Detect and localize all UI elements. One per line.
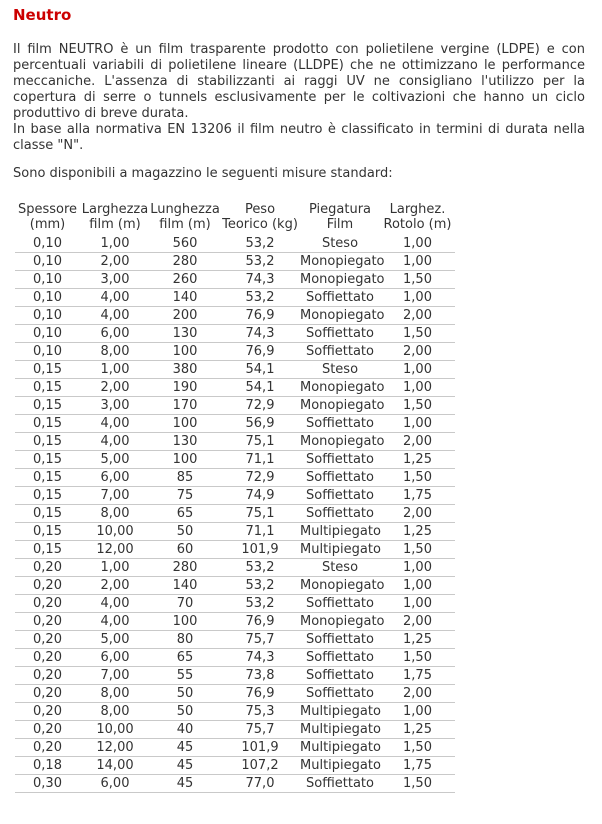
table-cell: 4,00 bbox=[80, 433, 150, 451]
table-row bbox=[15, 505, 455, 523]
table-cell: 76,9 bbox=[220, 343, 300, 361]
header-line: Spessore bbox=[17, 202, 78, 217]
table-cell: Steso bbox=[300, 361, 380, 379]
table-cell: 55 bbox=[150, 667, 220, 685]
table-cell: 2,00 bbox=[380, 613, 455, 631]
table-cell: 130 bbox=[150, 325, 220, 343]
table-cell: 1,00 bbox=[380, 577, 455, 595]
table-cell: 4,00 bbox=[80, 289, 150, 307]
table-cell: 60 bbox=[150, 541, 220, 559]
table-row bbox=[15, 469, 455, 487]
table-cell: 6,00 bbox=[80, 325, 150, 343]
table-cell: 72,9 bbox=[220, 397, 300, 415]
table-cell: 12,00 bbox=[80, 739, 150, 757]
table-cell: 8,00 bbox=[80, 505, 150, 523]
table-cell: Soffiettato bbox=[300, 667, 380, 685]
table-cell: 76,9 bbox=[220, 613, 300, 631]
table-cell: Monopiegato bbox=[300, 578, 385, 593]
table-cell: 0,15 bbox=[15, 541, 80, 559]
table-cell: 53,2 bbox=[220, 235, 300, 253]
table-cell: 2,00 bbox=[380, 433, 455, 451]
table-cell: Steso bbox=[300, 559, 380, 577]
table-cell: 1,00 bbox=[380, 235, 455, 253]
table-cell: 2,00 bbox=[380, 307, 455, 325]
table-header-row bbox=[15, 202, 455, 235]
table-cell: 1,25 bbox=[380, 451, 455, 469]
intro-text-2: In base alla normativa EN 13206 il film neutro è classificato in termini di durata nella classe "N". bbox=[13, 122, 585, 153]
table-cell: 75 bbox=[150, 487, 220, 505]
table-row bbox=[15, 739, 455, 757]
table-cell: 4,00 bbox=[80, 595, 150, 613]
table-cell: 1,00 bbox=[80, 361, 150, 379]
table-cell: 74,3 bbox=[220, 271, 300, 289]
table-row bbox=[15, 703, 455, 721]
table-cell: 74,3 bbox=[220, 649, 300, 667]
table-cell: 1,75 bbox=[380, 487, 455, 505]
intro-paragraph bbox=[13, 42, 585, 154]
table-row bbox=[15, 451, 455, 469]
header-line: film (m) bbox=[89, 217, 141, 232]
table-cell: 72,9 bbox=[220, 469, 300, 487]
table-cell: 0,20 bbox=[15, 559, 80, 577]
table-row bbox=[15, 775, 455, 793]
table-cell: 45 bbox=[150, 757, 220, 775]
table-cell: 1,00 bbox=[380, 289, 455, 307]
table-cell: 0,20 bbox=[15, 703, 80, 721]
table-cell: 5,00 bbox=[80, 451, 150, 469]
table-cell: 7,00 bbox=[80, 667, 150, 685]
table-cell: 100 bbox=[150, 451, 220, 469]
table-cell: Monopiegato bbox=[300, 434, 385, 449]
table-cell: 1,50 bbox=[380, 541, 455, 559]
header-larghezza-film bbox=[80, 202, 150, 235]
table-cell: Soffiettato bbox=[300, 631, 380, 649]
table-cell: 6,00 bbox=[80, 775, 150, 793]
table-row bbox=[15, 415, 455, 433]
table-cell: 0,15 bbox=[15, 361, 80, 379]
table-cell: 4,00 bbox=[80, 415, 150, 433]
table-cell: 0,15 bbox=[15, 505, 80, 523]
table-cell: 0,20 bbox=[15, 667, 80, 685]
table-cell: 14,00 bbox=[80, 757, 150, 775]
table-cell: Soffiettato bbox=[300, 505, 380, 523]
table-cell: 140 bbox=[150, 289, 220, 307]
table-row bbox=[15, 325, 455, 343]
table-cell: 0,15 bbox=[15, 523, 80, 541]
table-cell: 280 bbox=[150, 253, 220, 271]
table-cell: Soffiettato bbox=[300, 415, 380, 433]
table-cell: 170 bbox=[150, 397, 220, 415]
table-cell: 190 bbox=[150, 379, 220, 397]
table-cell: 45 bbox=[150, 775, 220, 793]
table-cell: 12,00 bbox=[80, 541, 150, 559]
table-cell: Monopiegato bbox=[300, 380, 385, 395]
table-row bbox=[15, 289, 455, 307]
table-cell: Monopiegato bbox=[300, 254, 385, 269]
table-cell: 260 bbox=[150, 271, 220, 289]
table-cell: Multipiegato bbox=[300, 542, 381, 557]
table-cell: 0,18 bbox=[15, 757, 80, 775]
table-cell: 1,00 bbox=[380, 379, 455, 397]
table-cell: 53,2 bbox=[220, 289, 300, 307]
table-cell: 4,00 bbox=[80, 307, 150, 325]
table-cell: Soffiettato bbox=[300, 649, 380, 667]
table-row bbox=[15, 757, 455, 775]
availability-note: Sono disponibili a magazzino le seguenti misure standard: bbox=[13, 166, 393, 181]
header-line: Larghez. bbox=[389, 202, 446, 217]
table-cell: 8,00 bbox=[80, 685, 150, 703]
table-row bbox=[15, 721, 455, 739]
table-cell: Soffiettato bbox=[300, 469, 380, 487]
table-cell: Steso bbox=[300, 235, 380, 253]
table-cell: 1,25 bbox=[380, 721, 455, 739]
table-cell: 1,00 bbox=[380, 253, 455, 271]
table-cell: 6,00 bbox=[80, 469, 150, 487]
table-cell: 0,15 bbox=[15, 379, 80, 397]
table-cell: 5,00 bbox=[80, 631, 150, 649]
table-cell: 10,00 bbox=[80, 523, 150, 541]
table-row bbox=[15, 433, 455, 451]
header-line: film (m) bbox=[159, 217, 211, 232]
table-cell: 0,10 bbox=[15, 343, 80, 361]
table-row bbox=[15, 667, 455, 685]
table-cell: 65 bbox=[150, 649, 220, 667]
table-cell: 53,2 bbox=[220, 253, 300, 271]
table-cell: Soffiettato bbox=[300, 487, 380, 505]
table-cell: 71,1 bbox=[220, 523, 300, 541]
header-line: Film bbox=[326, 217, 354, 232]
table-cell: 0,30 bbox=[15, 775, 80, 793]
table-cell: 130 bbox=[150, 433, 220, 451]
table-cell: 100 bbox=[150, 613, 220, 631]
page-title: Neutro bbox=[13, 6, 72, 24]
header-line: Teorico (kg) bbox=[222, 217, 298, 232]
table-cell: 80 bbox=[150, 631, 220, 649]
header-line: Peso bbox=[244, 202, 276, 217]
table-cell: 0,20 bbox=[15, 721, 80, 739]
table-cell: 1,00 bbox=[380, 361, 455, 379]
table-cell: Soffiettato bbox=[300, 325, 380, 343]
header-larghezza-rotolo bbox=[380, 202, 455, 235]
table-cell: 380 bbox=[150, 361, 220, 379]
table-cell: 54,1 bbox=[220, 361, 300, 379]
table-cell: 50 bbox=[150, 523, 220, 541]
table-cell: 1,00 bbox=[380, 595, 455, 613]
table-row bbox=[15, 631, 455, 649]
table-row bbox=[15, 253, 455, 271]
table-cell: 53,2 bbox=[220, 577, 300, 595]
table-cell: 2,00 bbox=[80, 253, 150, 271]
table-cell: 1,50 bbox=[380, 469, 455, 487]
table-cell: 0,15 bbox=[15, 433, 80, 451]
table-cell: 3,00 bbox=[80, 271, 150, 289]
table-row bbox=[15, 649, 455, 667]
table-cell: 4,00 bbox=[80, 613, 150, 631]
table-cell: 1,50 bbox=[380, 775, 455, 793]
table-cell: 0,15 bbox=[15, 397, 80, 415]
table-cell: 8,00 bbox=[80, 343, 150, 361]
table-cell: Multipiegato bbox=[300, 758, 381, 773]
table-cell: 0,20 bbox=[15, 649, 80, 667]
table-cell: 0,20 bbox=[15, 739, 80, 757]
table-cell: 1,25 bbox=[380, 631, 455, 649]
table-cell: 0,10 bbox=[15, 325, 80, 343]
table-cell: 0,10 bbox=[15, 235, 80, 253]
table-cell: 100 bbox=[150, 415, 220, 433]
table-cell: Soffiettato bbox=[300, 289, 380, 307]
intro-text-1: Il film NEUTRO è un film trasparente prodotto con polietilene vergine (LDPE) e con percentuali variabili di polietilene lineare (LLDPE) che ne ottimizzano le performance meccaniche. L'assenza di stabilizzanti ai raggi UV ne consigliano l'utilizzo per la copertura di serre o tunnels esclusivamente per le coltivazioni che hanno un ciclo produttivo di breve durata. bbox=[13, 42, 585, 121]
table-cell: 1,75 bbox=[380, 757, 455, 775]
table-cell: 1,00 bbox=[380, 703, 455, 721]
table-row bbox=[15, 487, 455, 505]
table-row bbox=[15, 235, 455, 253]
table-cell: 1,50 bbox=[380, 271, 455, 289]
table-cell: 3,00 bbox=[80, 397, 150, 415]
table-cell: 1,00 bbox=[80, 235, 150, 253]
table-cell: Soffiettato bbox=[300, 343, 380, 361]
table-cell: Monopiegato bbox=[300, 272, 385, 287]
table-row bbox=[15, 307, 455, 325]
table-cell: 101,9 bbox=[220, 739, 300, 757]
table-cell: 0,15 bbox=[15, 487, 80, 505]
table-cell: Soffiettato bbox=[300, 685, 380, 703]
table-cell: 0,10 bbox=[15, 307, 80, 325]
table-cell: 70 bbox=[150, 595, 220, 613]
table-cell: 2,00 bbox=[80, 577, 150, 595]
table-cell: 56,9 bbox=[220, 415, 300, 433]
table-cell: 200 bbox=[150, 307, 220, 325]
table-cell: 1,25 bbox=[380, 523, 455, 541]
table-cell: 1,00 bbox=[80, 559, 150, 577]
table-row bbox=[15, 685, 455, 703]
table-cell: 75,7 bbox=[220, 631, 300, 649]
table-cell: 0,20 bbox=[15, 595, 80, 613]
table-row bbox=[15, 271, 455, 289]
table-cell: 0,20 bbox=[15, 631, 80, 649]
header-lunghezza-film bbox=[150, 202, 220, 235]
table-cell: 53,2 bbox=[220, 595, 300, 613]
table-row bbox=[15, 361, 455, 379]
header-line: Lunghezza bbox=[150, 202, 220, 217]
table-cell: 2,00 bbox=[380, 505, 455, 523]
table-row bbox=[15, 397, 455, 415]
header-line: Larghezza bbox=[81, 202, 149, 217]
table-cell: 280 bbox=[150, 559, 220, 577]
table-cell: 8,00 bbox=[80, 703, 150, 721]
table-cell: 0,15 bbox=[15, 451, 80, 469]
table-cell: 73,8 bbox=[220, 667, 300, 685]
table-cell: 7,00 bbox=[80, 487, 150, 505]
table-cell: Multipiegato bbox=[300, 740, 381, 755]
table-cell: 0,20 bbox=[15, 685, 80, 703]
table-cell: 75,7 bbox=[220, 721, 300, 739]
header-peso-teorico bbox=[220, 202, 300, 235]
table-cell: 1,50 bbox=[380, 739, 455, 757]
table-cell: 50 bbox=[150, 685, 220, 703]
table-row bbox=[15, 379, 455, 397]
table-cell: Multipiegato bbox=[300, 722, 381, 737]
table-row bbox=[15, 523, 455, 541]
table-cell: 0,10 bbox=[15, 271, 80, 289]
table-cell: Soffiettato bbox=[300, 775, 380, 793]
table-cell: 75,3 bbox=[220, 703, 300, 721]
table-cell: Soffiettato bbox=[300, 451, 380, 469]
table-cell: Soffiettato bbox=[300, 595, 380, 613]
table-body bbox=[15, 235, 455, 793]
table-cell: 54,1 bbox=[220, 379, 300, 397]
table-cell: 65 bbox=[150, 505, 220, 523]
table-cell: 0,20 bbox=[15, 577, 80, 595]
table-cell: Monopiegato bbox=[300, 398, 385, 413]
table-row bbox=[15, 577, 455, 595]
table-cell: 0,20 bbox=[15, 613, 80, 631]
header-piegatura-film bbox=[300, 202, 380, 235]
table-cell: 6,00 bbox=[80, 649, 150, 667]
table-cell: 45 bbox=[150, 739, 220, 757]
table-row bbox=[15, 613, 455, 631]
table-cell: 2,00 bbox=[380, 685, 455, 703]
table-cell: 2,00 bbox=[380, 343, 455, 361]
table-cell: 0,15 bbox=[15, 415, 80, 433]
table-cell: 0,15 bbox=[15, 469, 80, 487]
table-cell: 75,1 bbox=[220, 433, 300, 451]
header-spessore bbox=[15, 202, 80, 235]
table-cell: 0,10 bbox=[15, 289, 80, 307]
header-line: Piegatura bbox=[308, 202, 372, 217]
table-cell: 560 bbox=[150, 235, 220, 253]
table-cell: 50 bbox=[150, 703, 220, 721]
table-row bbox=[15, 595, 455, 613]
table-cell: 85 bbox=[150, 469, 220, 487]
table-cell: 1,00 bbox=[380, 415, 455, 433]
table-cell: 71,1 bbox=[220, 451, 300, 469]
table-row bbox=[15, 541, 455, 559]
table-cell: 1,75 bbox=[380, 667, 455, 685]
table-cell: 140 bbox=[150, 577, 220, 595]
table-header bbox=[15, 202, 455, 235]
table-cell: 1,50 bbox=[380, 325, 455, 343]
header-line: Rotolo (m) bbox=[383, 217, 452, 232]
table-cell: 76,9 bbox=[220, 685, 300, 703]
table-cell: Multipiegato bbox=[300, 524, 381, 539]
table-cell: 76,9 bbox=[220, 307, 300, 325]
table-cell: 75,1 bbox=[220, 505, 300, 523]
table-cell: 100 bbox=[150, 343, 220, 361]
table-cell: Multipiegato bbox=[300, 704, 381, 719]
table-cell: 74,9 bbox=[220, 487, 300, 505]
table-cell: 101,9 bbox=[220, 541, 300, 559]
table-cell: 107,2 bbox=[220, 757, 300, 775]
table-cell: 53,2 bbox=[220, 559, 300, 577]
header-line: (mm) bbox=[29, 217, 66, 232]
table-cell: 2,00 bbox=[80, 379, 150, 397]
table-cell: 1,00 bbox=[380, 559, 455, 577]
table-cell: 77,0 bbox=[220, 775, 300, 793]
table-cell: Monopiegato bbox=[300, 614, 385, 629]
table-cell: Monopiegato bbox=[300, 308, 385, 323]
table-cell: 1,50 bbox=[380, 649, 455, 667]
standard-sizes-table bbox=[15, 202, 455, 793]
table-row bbox=[15, 559, 455, 577]
table-cell: 74,3 bbox=[220, 325, 300, 343]
table-row bbox=[15, 343, 455, 361]
table-cell: 10,00 bbox=[80, 721, 150, 739]
table-cell: 0,10 bbox=[15, 253, 80, 271]
table-cell: 40 bbox=[150, 721, 220, 739]
table-cell: 1,50 bbox=[380, 397, 455, 415]
